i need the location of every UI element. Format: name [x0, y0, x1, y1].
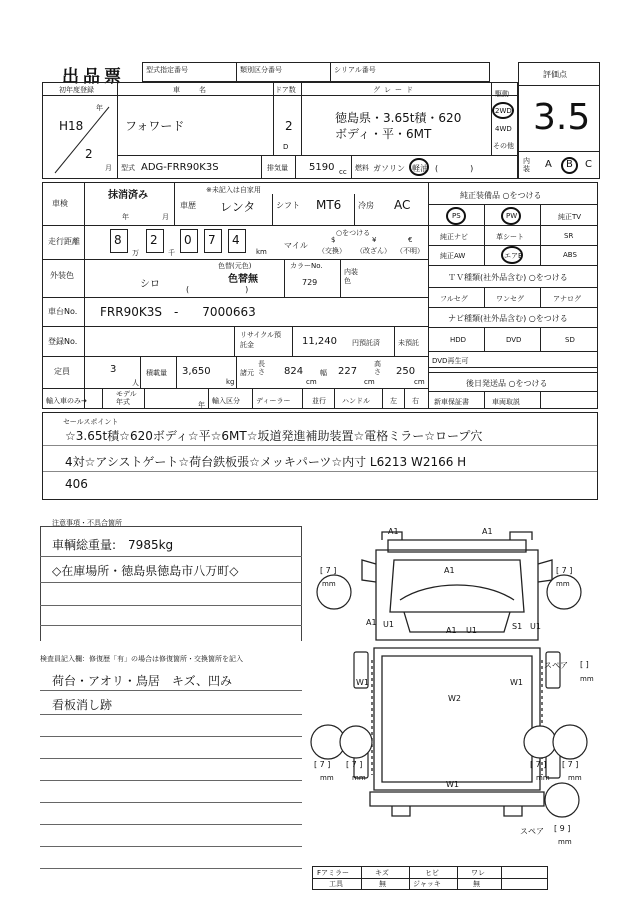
car-name: フォワード: [125, 119, 185, 133]
grade-line1: 徳島県・3.65t積・620: [335, 111, 462, 125]
reg-slash: [47, 97, 115, 177]
doors-value: 2: [285, 119, 293, 133]
displacement-value: 5190: [309, 162, 335, 173]
color-value: シロ: [140, 279, 160, 290]
ac-value: AC: [394, 198, 411, 212]
tire-fl: [ 7 ]: [320, 566, 337, 575]
chassis-value: FRR90K3S - 7000663: [100, 305, 256, 319]
rating-value: 3.5: [533, 97, 591, 138]
equip-pw-circle: [501, 207, 521, 225]
serial-box: シリアル番号: [330, 62, 490, 82]
tire-fr: [ 7 ]: [556, 566, 573, 575]
notes-line-2: ◇在庫場所・徳島県徳島市八万町◇: [52, 564, 239, 578]
rating-box: 評価点 3.5 内装 A B C: [518, 62, 600, 179]
equip-airbag-circle: [501, 246, 523, 264]
tire-rr2: [ 7 ]: [562, 760, 579, 769]
inspector-line-2: 看板消し跡: [52, 698, 113, 712]
equip-ps-circle: [446, 207, 466, 225]
shift-value: MT6: [316, 198, 342, 212]
sales-points-box: セールスポイント ☆3.65t積☆620ボディ☆平☆6MT☆坂道発進補助装置☆電格ミラー☆ロープ穴 4対☆アシストゲート☆荷台鉄板張☆メッキパーツ☆内寸 L6213 W2166 H 406: [42, 412, 598, 500]
sheet-title: 出品票: [62, 67, 125, 87]
vehicle-header: 初年度登録 車 名 ドア数 グレード 年 H18 2 月 フォワード 2 D 徳島県・3.65t積・620 ボディ・平・6MT 駆動 2WD 4WD その他 型式 ADG-FRR90K3S 排気量 5190 cc 燃料 ガソリン 軽油 ( ): [42, 82, 518, 179]
tire-rr1: [ 7 ]: [530, 760, 547, 769]
legend-table: Fアミラー キズ ヒビ ワレ 工具 無 ジャッキ 無: [312, 866, 548, 890]
recycle-amount: 11,240: [302, 336, 337, 347]
tire-rl1: [ 7 ]: [314, 760, 331, 769]
grade-line2: ボディ・平・6MT: [335, 127, 432, 141]
inspection-value: 抹消済み: [108, 190, 148, 201]
model-value: ADG-FRR90K3S: [141, 162, 219, 173]
model-cert-box: 型式指定番号: [142, 62, 237, 82]
first-reg-era: H18: [59, 119, 84, 133]
spare-1: [ ]: [580, 660, 589, 669]
spare-2: [ 9 ]: [554, 824, 571, 833]
drive-2wd-circle: [492, 102, 514, 119]
first-reg-month: 2: [85, 147, 93, 161]
inspector-line-1: 荷台・アオリ・鳥居 キズ、凹み: [52, 674, 233, 688]
repaint-value: 色替無: [228, 274, 258, 285]
sales-line-2: 4対☆アシストゲート☆荷台鉄板張☆メッキパーツ☆内寸 L6213 W2166 H: [65, 455, 467, 469]
history-value: レンタ: [220, 200, 256, 214]
auction-sheet: 出品票 型式指定番号 類別区分番号 シリアル番号 評価点 3.5 内装 A B C 初年度登録 車 名 ドア数 グレード 年 H18 2 月 フォワード 2 D 徳島県・3.65t積・620 ボディ・平・6MT 駆動 2WD 4WD その他 型式 ADG-FRR90K3S 排気量 5190 cc 燃料 ガソリン 軽油 ( ) 車検 抹消済み 年 月 ※未記入は自家用 車歴 レンタ シフト MT6 冷房 AC 走行距離 8 万 2 千 0 7 4 km ○をつける マイル $ （交換） ¥ （改ざん） € （不明） 外装色 シロ 色替(元色) 色替無 ( ) カラーNo. 729 内装色 車台No. FRR90K3S - 7000663 登録No. リサイクル預託金 11,240 円預託済 未預託 定員 3 人 積載量 3,650 kg 諸元 長さ 824 cm 幅 227 cm 高さ 250 cm 輸入車のみ→ モデル年式 年 輸入区分 ディーラー 並行 ハンドル 左 右 純正装備品 ○をつける PS PW 純正TV 純正ナビ 革シート SR 純正AW エアB ABS ＴＶ種類(社外品含む) ○をつける フルセグ ワンセグ アナログ ナビ種類(社外品含む) ○をつける HDD DVD SD DVD再生可 後日発送品 ○をつける 新車保証書 車両取説 セールスポイント ☆3.65t積☆620ボディ☆平☆6MT☆坂道発進補助装置☆電格ミラー☆ロープ穴 4対☆アシストゲート☆荷台鉄板張☆メッキパーツ☆内寸 L6213 W2166 H 406 注意事項・不具合箇所 車輌総重量: 7985kg ◇在庫場所・徳島県徳島市八万町◇ 検査員記入欄：修復歴「有」の場合は修復箇所・交換箇所を記入 荷台・アオリ・鳥居 キズ、凹み 看板消し跡 A1 A1 A1 A1 U1 A1 U1 S1 U1 W1 W1 W2 W1 [ 7 ] mm [ 7 ] mm スペア [ ] mm [ 7 ] mm [ 7 ] mm [ 7 ] mm [ 7 ] mm スペア [ 9 ] mm Fアミラー キズ ヒビ ワレ 工具 無 ジャッキ 無: [0, 0, 640, 905]
fuel-diesel-circle: [409, 158, 429, 176]
sales-line-3: 406: [65, 477, 88, 491]
category-box: 類別区分番号: [236, 62, 331, 82]
sales-line-1: ☆3.65t積☆620ボディ☆平☆6MT☆坂道発進補助装置☆電格ミラー☆ロープ穴: [65, 429, 483, 443]
tire-rl2: [ 7 ]: [346, 760, 363, 769]
notes-line-1: 車輌総重量: 7985kg: [52, 538, 174, 552]
interior-b-circle: [561, 157, 578, 174]
